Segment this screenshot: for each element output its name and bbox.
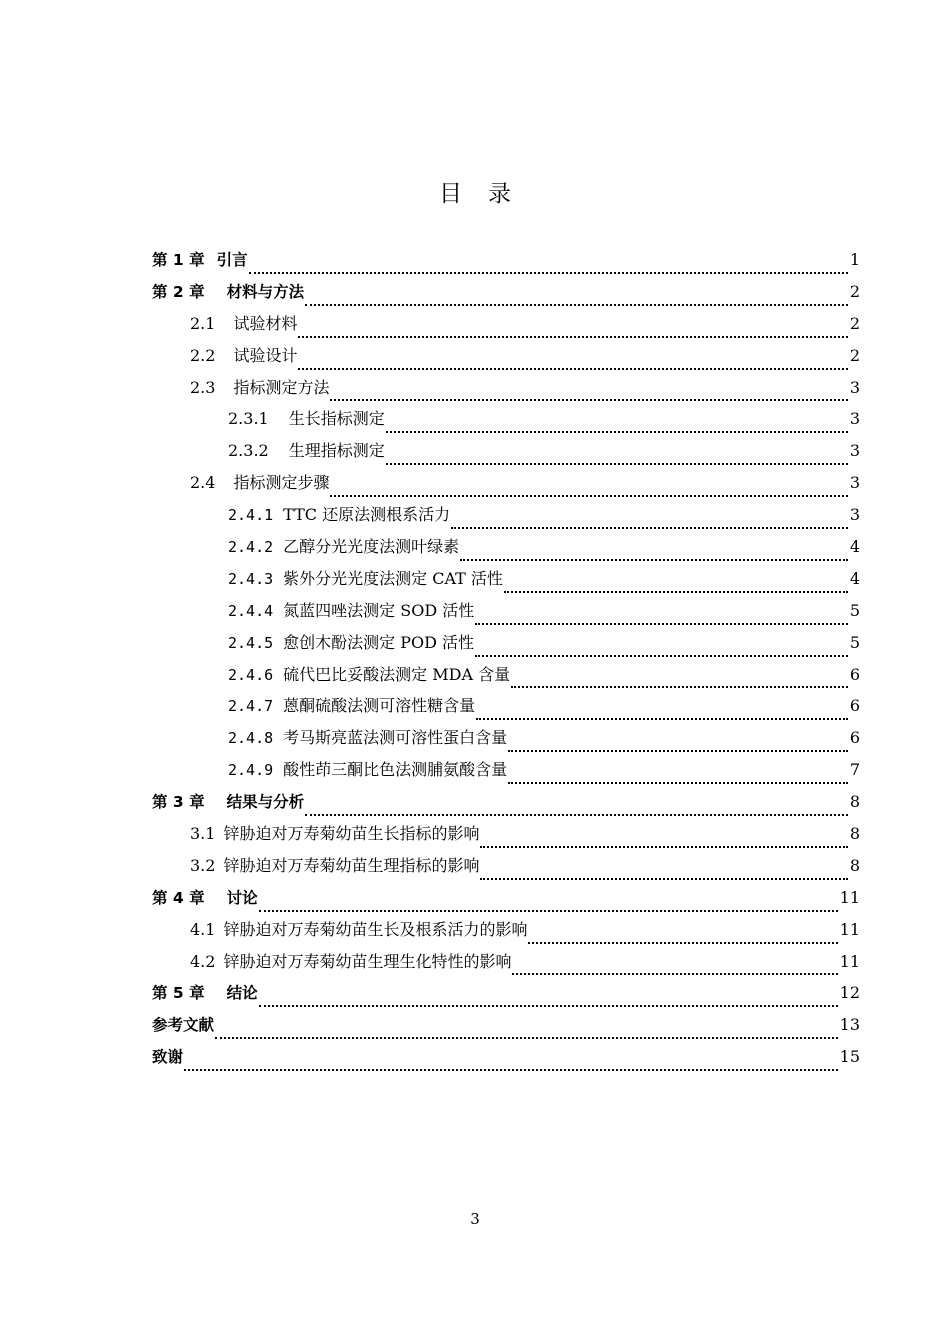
toc-entry-number: 2.4.4 bbox=[228, 601, 274, 620]
dot-leader bbox=[475, 623, 848, 625]
toc-entry-page: 3 bbox=[849, 377, 860, 397]
dot-leader bbox=[504, 591, 848, 593]
toc-entry-page: 8 bbox=[849, 855, 860, 875]
toc-entry-label: 紫外分光光度法测定 CAT 活性 bbox=[283, 568, 503, 588]
toc-entry-number: 2.4.3 bbox=[228, 569, 274, 588]
toc-entry-number: 4.2 bbox=[190, 951, 216, 971]
dot-leader bbox=[386, 431, 848, 433]
toc-entry[interactable] bbox=[152, 948, 860, 980]
toc-entry-number: 2.4.2 bbox=[228, 538, 274, 557]
toc-entry-label: 结果与分析 bbox=[226, 793, 305, 812]
toc-entry-label: 酸性茚三酮比色法测脯氨酸含量 bbox=[283, 760, 508, 780]
toc-entry-page: 8 bbox=[849, 824, 860, 844]
toc-entry-label: 讨论 bbox=[226, 888, 258, 907]
toc-entry-page: 2 bbox=[849, 281, 860, 301]
dot-leader bbox=[330, 495, 847, 497]
toc-entry-label: 锌胁迫对万寿菊幼苗生理指标的影响 bbox=[223, 855, 480, 875]
toc-entry[interactable] bbox=[152, 820, 860, 852]
toc-entry-page: 5 bbox=[849, 632, 860, 652]
footer-page-number: 3 bbox=[470, 1210, 480, 1228]
dot-leader bbox=[386, 463, 848, 465]
toc-entry-number: 第 5 章 bbox=[152, 984, 205, 1003]
dot-leader bbox=[460, 559, 848, 561]
toc-entry[interactable] bbox=[152, 979, 860, 1011]
dot-leader bbox=[480, 878, 847, 880]
toc-entry[interactable] bbox=[152, 374, 860, 406]
toc-entry[interactable] bbox=[152, 278, 860, 310]
toc-entry-page: 7 bbox=[849, 760, 860, 780]
toc-entry-page: 11 bbox=[839, 887, 860, 907]
toc-entry[interactable] bbox=[152, 852, 860, 884]
dot-leader bbox=[528, 942, 837, 944]
toc-entry[interactable] bbox=[152, 437, 860, 469]
toc-entry-page: 11 bbox=[839, 919, 860, 939]
dot-leader bbox=[508, 782, 848, 784]
toc-entry-label: 材料与方法 bbox=[226, 282, 305, 301]
toc-entry-page: 11 bbox=[839, 951, 860, 971]
toc-entry-number: 第 1 章 bbox=[152, 251, 205, 269]
toc-entry-number: 第 2 章 bbox=[152, 282, 205, 301]
toc-entry-label: 结论 bbox=[226, 984, 258, 1003]
toc-entry-number: 2.2 bbox=[190, 345, 216, 365]
dot-leader bbox=[259, 1005, 838, 1007]
toc-entry-label: 硫代巴比妥酸法测定 MDA 含量 bbox=[283, 664, 511, 684]
toc-entry-label: 乙醇分光光度法测叶绿素 bbox=[283, 537, 460, 557]
toc-entry-number: 2.4.9 bbox=[228, 761, 274, 780]
toc-entry-label: 锌胁迫对万寿菊幼苗生长及根系活力的影响 bbox=[223, 919, 528, 939]
dot-leader bbox=[184, 1069, 838, 1071]
toc-entry-label: 试验设计 bbox=[233, 345, 298, 365]
table-of-contents bbox=[152, 246, 860, 1075]
toc-entry-page: 4 bbox=[849, 537, 860, 557]
toc-entry-page: 3 bbox=[849, 409, 860, 429]
toc-entry-number: 2.4.5 bbox=[228, 633, 274, 652]
toc-entry[interactable] bbox=[152, 501, 860, 533]
dot-leader bbox=[259, 910, 838, 912]
toc-entry[interactable] bbox=[152, 629, 860, 661]
toc-entry[interactable] bbox=[152, 310, 860, 342]
dot-leader bbox=[480, 846, 847, 848]
toc-entry-page: 3 bbox=[849, 473, 860, 493]
toc-entry[interactable] bbox=[152, 1043, 860, 1075]
toc-entry[interactable] bbox=[152, 405, 860, 437]
toc-entry[interactable] bbox=[152, 692, 860, 724]
dot-leader bbox=[512, 973, 837, 975]
dot-leader bbox=[508, 750, 848, 752]
toc-entry-label: 指标测定步骤 bbox=[233, 473, 330, 493]
page-title: 目录 bbox=[439, 181, 537, 207]
toc-entry-page: 4 bbox=[849, 568, 860, 588]
dot-leader bbox=[475, 655, 848, 657]
toc-entry-number: 2.4.7 bbox=[228, 697, 274, 716]
toc-entry-number: 2.3 bbox=[190, 377, 216, 397]
toc-entry-label: 锌胁迫对万寿菊幼苗生长指标的影响 bbox=[223, 824, 480, 844]
toc-entry-label: 生长指标测定 bbox=[288, 409, 385, 429]
toc-entry[interactable] bbox=[152, 661, 860, 693]
dot-leader bbox=[298, 368, 847, 370]
toc-entry-label: 蒽酮硫酸法测可溶性糖含量 bbox=[283, 696, 476, 716]
dot-leader bbox=[215, 1037, 838, 1039]
toc-entry[interactable] bbox=[152, 597, 860, 629]
toc-entry-label: 指标测定方法 bbox=[233, 377, 330, 397]
toc-entry-number: 3.1 bbox=[190, 824, 216, 844]
toc-entry-page: 13 bbox=[839, 1015, 860, 1035]
toc-entry-label: 试验材料 bbox=[233, 313, 298, 333]
toc-entry-page: 2 bbox=[849, 345, 860, 365]
toc-entry[interactable] bbox=[152, 246, 860, 278]
dot-leader bbox=[305, 304, 848, 306]
toc-entry[interactable] bbox=[152, 724, 860, 756]
toc-entry[interactable] bbox=[152, 565, 860, 597]
toc-entry[interactable] bbox=[152, 533, 860, 565]
toc-entry[interactable] bbox=[152, 1011, 860, 1043]
toc-entry[interactable] bbox=[152, 884, 860, 916]
toc-entry-page: 6 bbox=[849, 696, 860, 716]
toc-entry[interactable] bbox=[152, 916, 860, 948]
toc-entry-page: 8 bbox=[849, 792, 860, 812]
toc-entry-label: 氮蓝四唑法测定 SOD 活性 bbox=[283, 600, 475, 620]
toc-entry[interactable] bbox=[152, 756, 860, 788]
toc-entry-number: 2.3.2 bbox=[228, 441, 269, 461]
toc-entry-label: 生理指标测定 bbox=[288, 441, 385, 461]
toc-entry-number: 2.3.1 bbox=[228, 409, 269, 429]
dot-leader bbox=[298, 336, 847, 338]
dot-leader bbox=[330, 399, 847, 401]
toc-entry-label: 致谢 bbox=[152, 1048, 184, 1067]
toc-entry-number: 2.4 bbox=[190, 473, 216, 493]
toc-entry-page: 3 bbox=[849, 505, 860, 525]
toc-entry-number: 3.2 bbox=[190, 855, 216, 875]
dot-leader bbox=[451, 527, 848, 529]
toc-entry-number: 4.1 bbox=[190, 919, 216, 939]
toc-entry-page: 15 bbox=[839, 1047, 860, 1067]
toc-entry-number: 2.4.1 bbox=[228, 506, 274, 525]
toc-entry-label: 参考文献 bbox=[152, 1016, 215, 1035]
toc-entry-page: 12 bbox=[839, 983, 860, 1003]
toc-entry-page: 1 bbox=[849, 250, 860, 269]
toc-entry-page: 6 bbox=[849, 728, 860, 748]
dot-leader bbox=[305, 814, 848, 816]
toc-entry-number: 2.4.6 bbox=[228, 665, 274, 684]
toc-entry-page: 5 bbox=[849, 600, 860, 620]
dot-leader bbox=[511, 686, 848, 688]
toc-entry-label: 考马斯亮蓝法测可溶性蛋白含量 bbox=[283, 728, 508, 748]
toc-entry[interactable] bbox=[152, 342, 860, 374]
dot-leader bbox=[249, 272, 848, 274]
toc-entry-label: 锌胁迫对万寿菊幼苗生理生化特性的影响 bbox=[223, 951, 512, 971]
toc-entry-label: 引言 bbox=[216, 251, 248, 269]
toc-entry-page: 3 bbox=[849, 441, 860, 461]
toc-entry-label: TTC 还原法测根系活力 bbox=[283, 505, 451, 525]
toc-entry[interactable] bbox=[152, 469, 860, 501]
toc-entry-number: 第 3 章 bbox=[152, 793, 205, 812]
toc-entry[interactable] bbox=[152, 788, 860, 820]
toc-entry-number: 2.1 bbox=[190, 313, 216, 333]
toc-entry-number: 2.4.8 bbox=[228, 729, 274, 748]
toc-entry-page: 6 bbox=[849, 664, 860, 684]
toc-entry-number: 第 4 章 bbox=[152, 888, 205, 907]
toc-entry-page: 2 bbox=[849, 313, 860, 333]
dot-leader bbox=[476, 718, 848, 720]
toc-entry-label: 愈创木酚法测定 POD 活性 bbox=[283, 632, 475, 652]
